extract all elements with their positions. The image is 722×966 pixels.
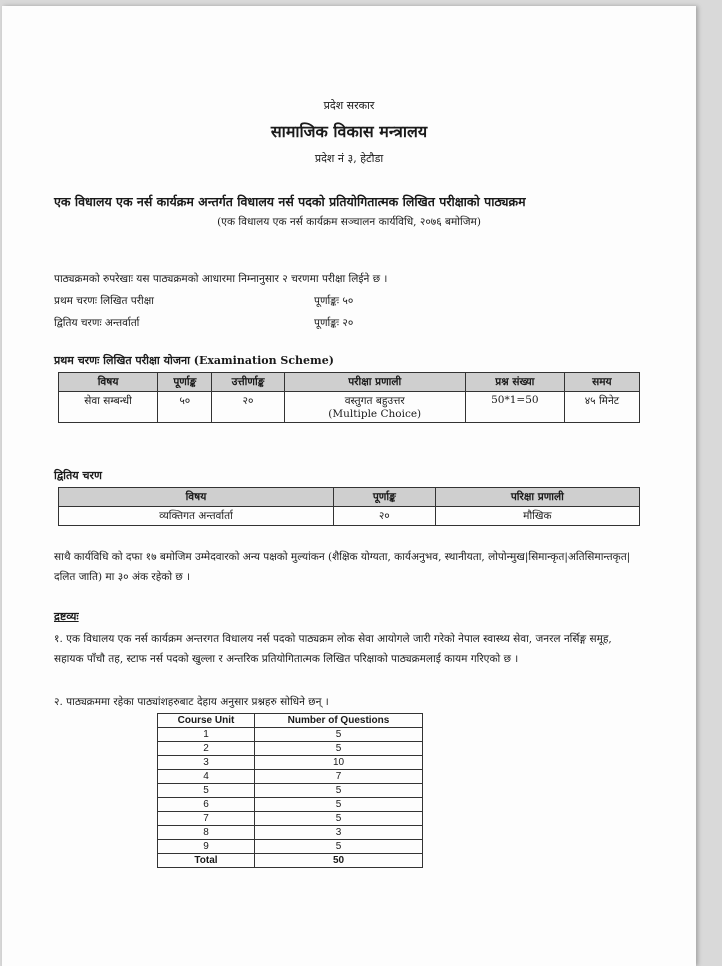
note-1: १. एक विधालय एक नर्स कार्यक्रम अन्तरगत विधालय नर्स पदको पाठ्यक्रम लोक सेवा आयोगले जारी गरेको नेपाल स्वास्थ्य सेवा, जनरल नर्सिङ्ग समूह, सहायक पाँचौ तह, स्टाफ नर्स पदको खुल्ला र अन्तरिक प्रतियोगितात्मक लिखित परिक्षाको पाठ्यक्रमलाई कायम गरिएको छ ।: [54, 633, 612, 665]
table-row: [158, 784, 423, 798]
document-title: एक विधालय एक नर्स कार्यक्रम अन्तर्गत विधालय नर्स पदको प्रतियोगितात्मक लिखित परीक्षाको पाठ्यक्रम: [54, 194, 526, 209]
table-cell: 7: [255, 770, 423, 784]
table-header-row: [158, 714, 423, 728]
table-header-cell: परीक्षा प्रणाली: [284, 373, 465, 392]
table-cell: मौखिक: [435, 507, 639, 526]
table-cell: 4: [158, 770, 255, 784]
table-header-cell: Number of Questions: [255, 714, 423, 728]
exam-scheme-table: [58, 372, 640, 423]
table-header-cell: विषय: [59, 488, 334, 507]
table-row: [158, 770, 423, 784]
table-cell: व्यक्तिगत अन्तर्वार्ता: [59, 507, 334, 526]
method-extra-text: (Multiple Choice): [328, 408, 422, 420]
scheme-title: प्रथम चरणः लिखित परीक्षा योजना (Examination Scheme): [54, 354, 334, 367]
table-header-row: [59, 373, 640, 392]
phase2-marks: पूर्णाङ्कः २०: [314, 317, 354, 329]
table-header-cell: Course Unit: [158, 714, 255, 728]
table-header-row: [59, 488, 640, 507]
phase1-label: प्रथम चरणः लिखित परीक्षा: [54, 295, 155, 307]
evaluation-paragraph: साथै कार्यविधि को दफा १७ बमोजिम उम्मेदवारको अन्य पक्षको मुल्यांकन (शैक्षिक योग्यता, कार्यअनुभव, स्थानीयता, लोपोन्मुख|सिमान्कृत|अतिसिमान्तकृत| दलित जाति) मा ३० अंक रहेको छ ।: [54, 551, 631, 583]
note-2: २. पाठ्यक्रममा रहेका पाठ्यांशहरुबाट देहाय अनुसार प्रश्नहरु सोधिने छन् ।: [54, 696, 329, 708]
total-cell: Total: [158, 854, 255, 868]
table-cell: 5: [255, 840, 423, 854]
course-units-table: [157, 713, 423, 868]
header-ministry: सामाजिक विकास मन्त्रालय: [270, 122, 428, 141]
table-cell: 1: [158, 728, 255, 742]
table-header-cell: उत्तीर्णाङ्क: [212, 373, 284, 392]
table-cell: 8: [158, 826, 255, 840]
table-cell: 5: [255, 728, 423, 742]
table-row: [158, 812, 423, 826]
total-cell: 50: [255, 854, 423, 868]
notes-heading: द्रष्टव्यः: [54, 610, 79, 623]
table-cell: 50*1=50: [465, 392, 564, 423]
table-row: [59, 507, 640, 526]
table-row: [158, 742, 423, 756]
table-header-cell: प्रश्न संख्या: [465, 373, 564, 392]
table-header-cell: पूर्णाङ्क: [333, 488, 435, 507]
table-row: [158, 728, 423, 742]
table-cell: 6: [158, 798, 255, 812]
document-page: [2, 6, 696, 966]
table-row: [158, 840, 423, 854]
header-government: प्रदेश सरकार: [323, 99, 375, 112]
table-header-cell: समय: [564, 373, 639, 392]
table-cell: [284, 392, 465, 423]
outline-intro: पाठ्यक्रमको रुपरेखाः यस पाठ्यक्रमको आधारमा निम्नानुसार २ चरणमा परीक्षा लिईने छ ।: [54, 273, 388, 285]
table-cell: 5: [255, 784, 423, 798]
total-row: [158, 854, 423, 868]
table-cell: 3: [255, 826, 423, 840]
table-row: [158, 798, 423, 812]
table-cell: 5: [158, 784, 255, 798]
phase1-marks: पूर्णाङ्कः ५०: [314, 295, 354, 307]
table-cell: सेवा सम्बन्धी: [59, 392, 158, 423]
course-units-body: [158, 728, 423, 868]
phase2-title: द्वितिय चरण: [54, 469, 102, 482]
table-cell: 3: [158, 756, 255, 770]
table-row: [158, 826, 423, 840]
table-cell: 5: [255, 798, 423, 812]
header-location: प्रदेश नं ३, हेटौडा: [314, 152, 384, 165]
table-cell: 9: [158, 840, 255, 854]
table-header-cell: परिक्षा प्रणाली: [435, 488, 639, 507]
phase2-label: द्वितिय चरणः अन्तर्वार्ता: [54, 317, 140, 329]
table-row: [59, 392, 640, 423]
table-cell: 2: [158, 742, 255, 756]
table-cell: ५०: [158, 392, 212, 423]
phase2-table: [58, 487, 640, 526]
document-subtitle: (एक विधालय एक नर्स कार्यक्रम सञ्चालन कार्यविधि, २०७६ बमोजिम): [217, 216, 481, 228]
table-cell: 5: [255, 742, 423, 756]
table-header-cell: पूर्णाङ्क: [158, 373, 212, 392]
table-cell: ४५ मिनेट: [564, 392, 639, 423]
table-header-cell: विषय: [59, 373, 158, 392]
table-cell: २०: [333, 507, 435, 526]
table-row: [158, 756, 423, 770]
table-cell: 5: [255, 812, 423, 826]
table-cell: २०: [212, 392, 284, 423]
table-cell: 7: [158, 812, 255, 826]
method-text: वस्तुगत बहुउत्तर: [344, 395, 405, 407]
table-cell: 10: [255, 756, 423, 770]
